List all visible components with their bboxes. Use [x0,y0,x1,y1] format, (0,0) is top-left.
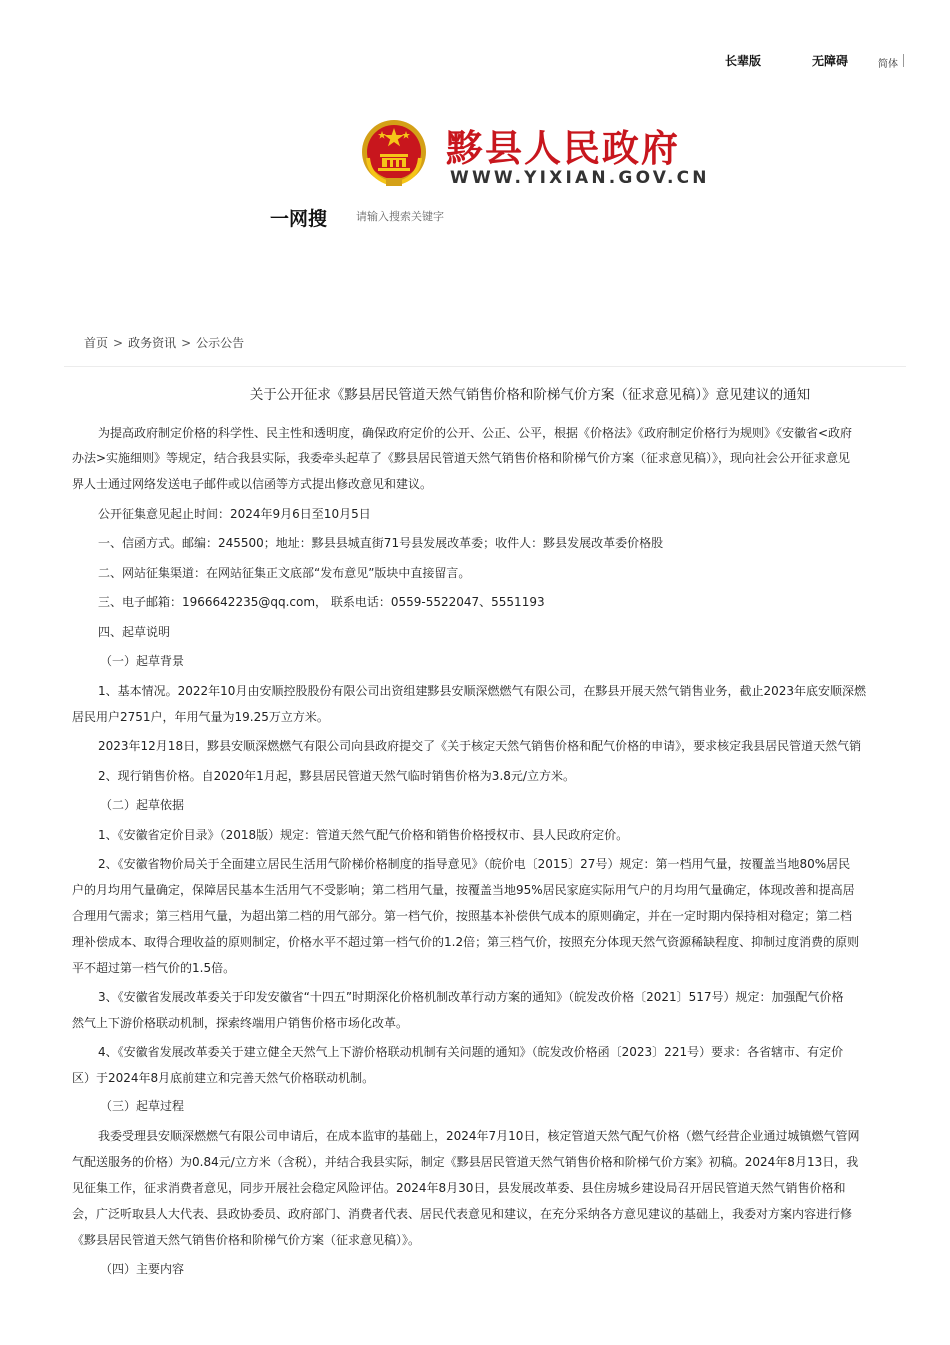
article-line: 1、基本情况。2022年10月由安顺控股股份有限公司出资组建黟县安顺深燃燃气有限公司，在黟县开展天然气销售业务，截止2023年底安顺深燃 [98,684,866,698]
accessibility-link[interactable]: 无障碍 [812,54,849,68]
breadcrumb-separator: > [113,336,124,350]
article-line: 四、起草说明 [98,625,171,639]
article-title: 关于公开征求《黟县居民管道天然气销售价格和阶梯气价方案（征求意见稿）》意见建议的通知 [249,387,811,403]
article-line: 居民用户2751户，年用气量为19.25万立方米。 [72,710,329,724]
article-line: 二、网站征集渠道：在网站征集正文底部“发布意见”版块中直接留言。 [98,566,471,580]
article-line: 会，广泛听取县人大代表、县政协委员、政府部门、消费者代表、居民代表意见和建议，在充分采纳各方意见建议的基础上，我委对方案内容进行修 [72,1207,853,1221]
article-line: 2、现行销售价格。自2020年1月起，黟县居民管道天然气临时销售价格为3.8元/立方米。 [98,769,575,783]
article-line: 平不超过第一档气价的1.5倍。 [72,961,236,975]
article-line: 办法>实施细则》等规定，结合我县实际，我委牵头起草了《黟县居民管道天然气销售价格和阶梯气价方案（征求意见稿）》，现向社会公开征求意见 [72,451,851,465]
article-line: 户的月均用气量确定，保障居民基本生活用气不受影响；第二档用气量，按覆盖当地95%居民家庭实际用气户的月均用气量确定，体现改善和提高居 [72,883,855,897]
article-line: 2、《安徽省物价局关于全面建立居民生活用气阶梯价格制度的指导意见》（皖价电〔2015〕27号）规定：第一档用气量，按覆盖当地80%居民 [98,857,851,871]
site-title: 黟县人民政府 [446,126,680,170]
article-line: 合理用气需求；第三档用气量，为超出第二档的用气部分。第一档气价，按照基本补偿供气成本的原则确定，并在一定时期内保持相对稳定；第二档 [72,909,853,923]
article-line: 3、《安徽省发展改革委关于印发安徽省“十四五”时期深化价格机制改革行动方案的通知》（皖发改价格〔2021〕517号）规定：加强配气价格 [98,990,844,1004]
article-line: 三、电子邮箱：1966642235@qq.com， 联系电话：0559-5522047、5551193 [98,595,545,609]
section-heading: （四）主要内容 [100,1262,185,1276]
simplified-chinese-link[interactable]: 简体 [878,59,898,70]
section-heading: （三）起草过程 [100,1099,185,1113]
breadcrumb-notices-link[interactable]: 公示公告 [196,336,245,350]
site-url: WWW.YIXIAN.GOV.CN [450,168,710,188]
elder-version-link[interactable]: 长辈版 [725,54,762,68]
breadcrumb-separator: > [181,336,192,350]
breadcrumb-home-link[interactable]: 首页 [84,336,109,350]
article-line: 气配送服务的价格）为0.84元/立方米（含税），并结合我县实际，制定《黟县居民管道天然气销售价格和阶梯气价方案》初稿。2024年8月13日，我 [72,1155,859,1169]
article-line: 区）于2024年8月底前建立和完善天然气价格联动机制。 [72,1071,375,1085]
article-line: 一、信函方式。邮编：245500；地址：黟县县城直街71号县发展改革委；收件人：黟县发展改革委价格股 [98,536,664,550]
article-line: 为提高政府制定价格的科学性、民主性和透明度，确保政府定价的公开、公正、公平，根据《价格法》《政府制定价格行为规则》《安徽省<政府 [98,426,853,440]
article-line: 我委受理县安顺深燃燃气有限公司申请后，在成本监审的基础上，2024年7月10日，核定管道天然气配气价格（燃气经营企业通过城镇燃气管网 [98,1129,860,1143]
article-line: 2023年12月18日，黟县安顺深燃燃气有限公司向县政府提交了《关于核定天然气销售价格和配气价格的申请》，要求核定我县居民管道天然气销 [98,739,862,753]
article-line: 4、《安徽省发展改革委关于建立健全天然气上下游价格联动机制有关问题的通知》（皖发改价格函〔2023〕221号）要求：各省辖市、有定价 [98,1045,844,1059]
breadcrumb-news-link[interactable]: 政务资讯 [128,336,177,350]
article-line: 《黟县居民管道天然气销售价格和阶梯气价方案（征求意见稿）》。 [72,1233,421,1247]
article-line: 见征集工作，征求消费者意见，同步开展社会稳定风险评估。2024年8月30日，县发展改革委、县住房城乡建设局召开居民管道天然气销售价格和 [72,1181,846,1195]
article-body [72,0,906,1345]
section-heading: （二）起草依据 [100,798,185,812]
article-line: 1、《安徽省定价目录》（2018版）规定：管道天然气配气价格和销售价格授权市、县人民政府定价。 [98,828,629,842]
article-line: 然气上下游价格联动机制，探索终端用户销售价格市场化改革。 [72,1016,409,1030]
article-line: 界人士通过网络发送电子邮件或以信函等方式提出修改意见和建议。 [72,477,433,491]
article-line: 理补偿成本、取得合理收益的原则制定，价格水平不超过第一档气价的1.2倍；第三档气价，按照充分体现天然气资源稀缺程度、抑制过度消费的原则 [72,935,860,949]
article-line: 公开征集意见起止时间：2024年9月6日至10月5日 [98,507,371,521]
search-brand-label: 一网搜 [270,208,328,230]
section-heading: （一）起草背景 [100,654,185,668]
